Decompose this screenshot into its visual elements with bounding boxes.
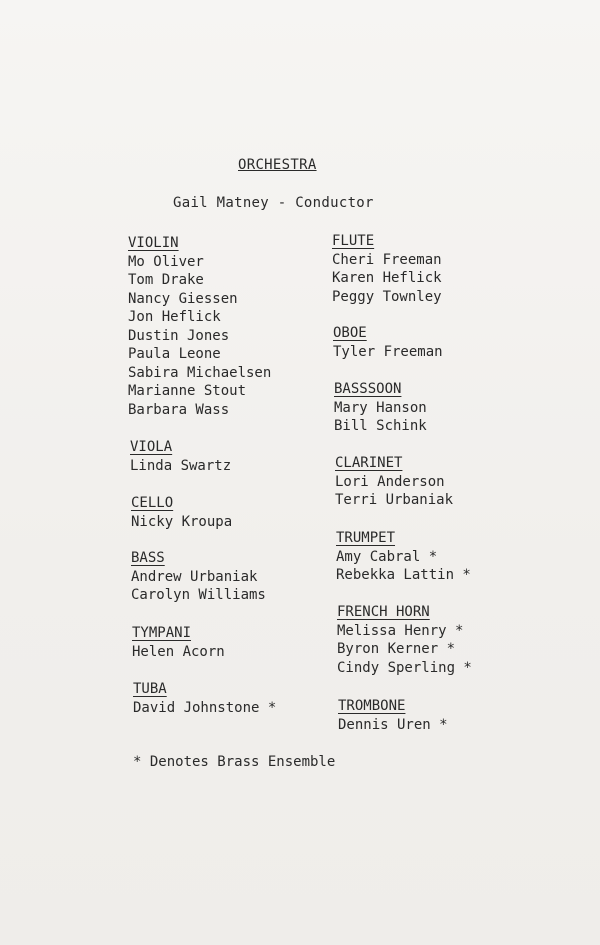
section-violin xyxy=(128,234,271,419)
section-bass xyxy=(131,549,266,605)
section-tuba xyxy=(133,680,276,717)
member-name: Melissa Henry * xyxy=(337,622,464,639)
section-viola xyxy=(130,438,231,475)
member-name: Barbara Wass xyxy=(128,401,230,418)
member-name: Andrew Urbaniak xyxy=(131,568,258,585)
member-name: Helen Acorn xyxy=(132,643,225,660)
member-name: Mary Hanson xyxy=(334,399,427,416)
member-name: Nancy Giessen xyxy=(128,290,238,307)
section-trombone xyxy=(338,697,448,734)
page-title: ORCHESTRA xyxy=(238,157,317,173)
member-name: Mo Oliver xyxy=(128,253,204,270)
section-heading: TUBA xyxy=(133,681,167,697)
section-heading: TYMPANI xyxy=(132,625,192,641)
section-oboe xyxy=(333,324,443,361)
footnote: * Denotes Brass Ensemble xyxy=(133,754,336,770)
member-name: Marianne Stout xyxy=(128,383,247,399)
section-french-horn xyxy=(337,603,472,677)
member-name: Amy Cabral * xyxy=(336,548,438,565)
member-name: Jon Heflick xyxy=(128,309,221,325)
section-heading: CLARINET xyxy=(335,455,403,471)
section-cello xyxy=(131,494,232,531)
member-name: Linda Swartz xyxy=(130,457,232,474)
section-tympani xyxy=(132,624,225,661)
member-name: Lori Anderson xyxy=(335,473,445,490)
member-name: Karen Heflick xyxy=(332,270,442,286)
section-heading: OBOE xyxy=(333,325,367,341)
section-bassoon xyxy=(334,380,427,436)
member-name: Paula Leone xyxy=(128,346,221,362)
member-name: Tom Drake xyxy=(128,272,204,288)
member-name: Bill Schink xyxy=(334,418,427,434)
section-heading: CELLO xyxy=(131,495,174,511)
member-name: Carolyn Williams xyxy=(131,587,266,603)
member-name: Peggy Townley xyxy=(332,288,442,305)
member-name: Tyler Freeman xyxy=(333,343,443,360)
section-heading: FLUTE xyxy=(332,233,375,249)
section-heading: FRENCH HORN xyxy=(337,604,430,620)
member-name: Dennis Uren * xyxy=(338,716,448,733)
member-name: Dustin Jones xyxy=(128,327,230,344)
member-name: Nicky Kroupa xyxy=(131,513,233,530)
section-trumpet xyxy=(336,529,471,585)
section-heading: TROMBONE xyxy=(338,698,406,714)
section-heading: BASS xyxy=(131,550,165,566)
member-name: Rebekka Lattin * xyxy=(336,567,471,583)
member-name: Cindy Sperling * xyxy=(337,659,472,676)
section-heading: VIOLA xyxy=(130,439,173,455)
member-name: David Johnstone * xyxy=(133,699,277,716)
member-name: Cheri Freeman xyxy=(332,251,442,268)
member-name: Terri Urbaniak xyxy=(335,492,454,508)
section-flute xyxy=(332,232,442,306)
member-name: Sabira Michaelsen xyxy=(128,364,272,381)
member-name: Byron Kerner * xyxy=(337,641,456,657)
conductor-line: Gail Matney - Conductor xyxy=(173,195,374,211)
section-heading: BASSSOON xyxy=(334,381,402,397)
section-heading: VIOLIN xyxy=(128,235,179,251)
section-heading: TRUMPET xyxy=(336,530,396,546)
section-clarinet xyxy=(335,454,453,510)
